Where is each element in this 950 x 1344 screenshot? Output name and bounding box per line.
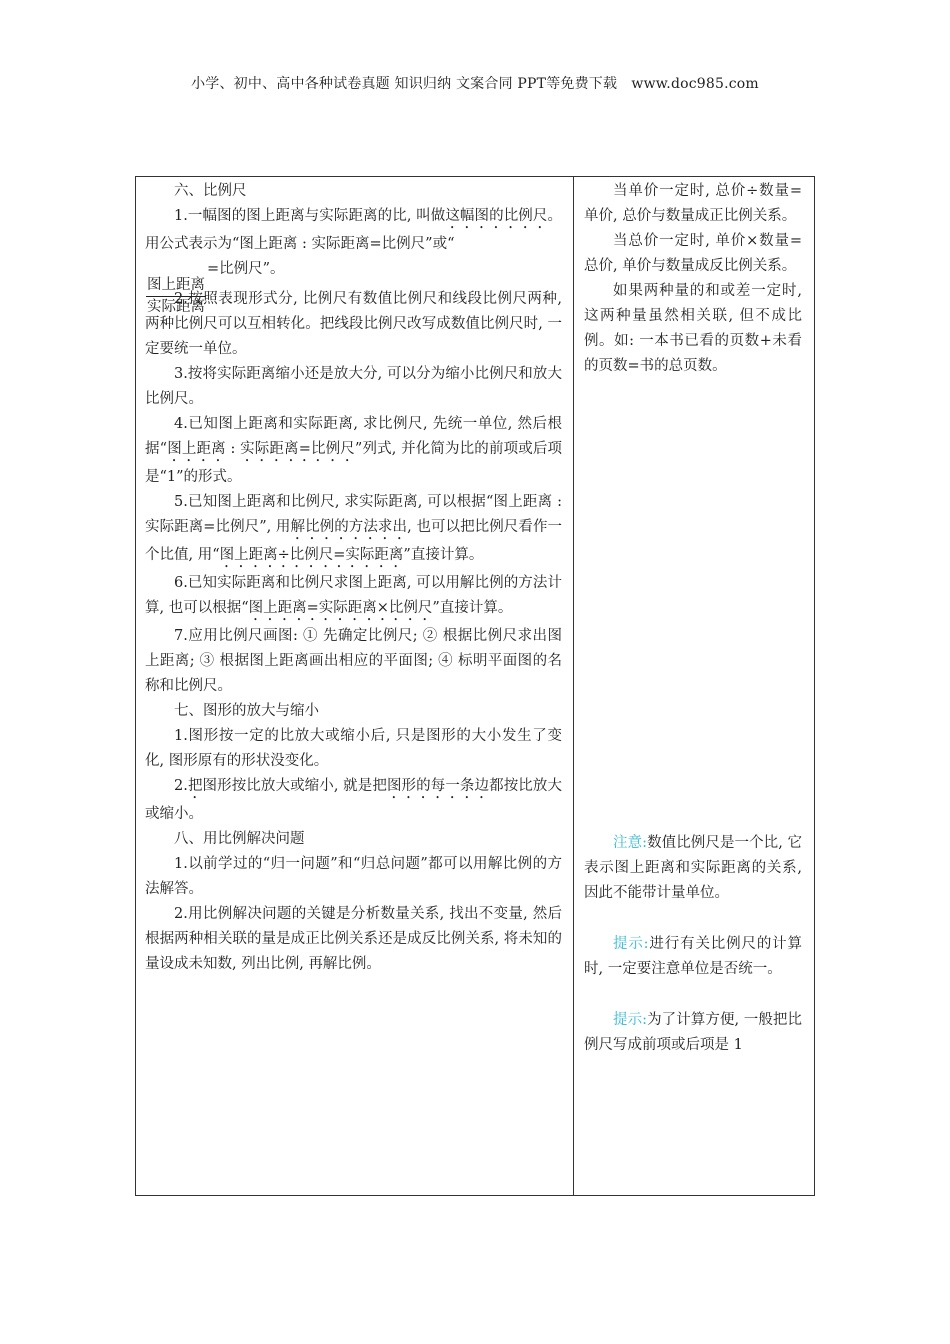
spacer [584,906,802,932]
p5-text-c: 直接计算。 [410,547,484,563]
section-8-title: 八、用比例解决问题 [174,831,305,847]
section-7-title: 七、图形的放大与缩小 [174,703,319,719]
p4-text-a: 4.已知图上距离和实际距离, 求比例尺, 先统一单位, 然后根据 [145,416,562,457]
p6-text-b: 直接计算。 [439,600,513,616]
p5-text-a: 5.已知图上距离和比例尺, 求实际距离, 可以根据“图上距离 : 实际距离=比例尺”, 用 [145,494,562,535]
section-6-title: 六、比例尺 [174,183,247,199]
p1-text-b: 。用公式表示为“图上距离 : 实际距离=比例尺”或“ [145,208,562,252]
paragraph-6 [145,571,562,624]
formula-line [145,257,562,315]
side-note-3: 如果两种量的和或差一定时, 这两种量虽然相关联, 但不成比例。如: 一本书已看的页数+未看的页数=书的总页数。 [584,283,802,374]
p1-emphasis: 这幅图的比例尺 [445,208,548,224]
fraction-numerator: 图上距离 [146,275,206,297]
side-note-2: 当总价一定时, 单价×数量=总价, 单价与数量成反比例关系。 [584,233,802,274]
spacer [584,982,802,1008]
tip-label-1: 提示: [613,936,649,952]
paragraph-8: 1.图形按一定的比放大或缩小后, 只是图形的大小发生了变化, 图形原有的形状没变化。 [145,728,562,769]
tip-text-2: 为了计算方便, 一般把比例尺写成前项或后项是 1 [584,1012,803,1053]
attention-note [584,831,802,906]
paragraph-3: 3.按将实际距离缩小还是放大分, 可以分为缩小比例尺和放大比例尺。 [145,366,562,407]
tip-label-2: 提示: [613,1012,648,1028]
paragraph-10: 1.以前学过的“归一问题”和“归总问题”都可以用解比例的方法解答。 [145,856,562,897]
paragraph-7: 7.应用比例尺画图: ① 先确定比例尺; ② 根据比例尺求出图上距离; ③ 根据图上距离画出相应的平面图; ④ 标明平面图的名称和比例尺。 [145,628,562,694]
p5-emphasis-2: “图上距离÷比例尺=实际距离” [212,547,411,563]
p9-emphasis-1: 把 [187,778,203,794]
main-column [136,177,574,1195]
page-header: 小学、初中、高中各种试卷真题 知识归纳 文案合同 PPT等免费下载 www.doc985.com [191,76,759,92]
p9-emphasis-2: 图形的每一条边 [386,778,490,794]
tip-note-1 [584,932,802,982]
p1-text-c: =比例尺”。 [207,261,285,277]
paragraph-11: 2.用比例解决问题的关键是分析数量关系, 找出不变量, 然后根据两种相关联的量是成正比例关系还是成反比例关系, 将未知的量设成未知数, 列出比例, 再解比例。 [145,906,562,972]
paragraph-4 [145,412,562,490]
tip-text-1: 进行有关比例尺的计算时, 一定要注意单位是否统一。 [584,936,803,977]
side-note-1: 当单价一定时, 总价÷数量=单价, 总价与数量成正比例关系。 [584,183,802,224]
p6-emphasis: “图上距离=实际距离×比例尺” [241,600,440,616]
paragraph-5 [145,490,562,571]
tip-note-2 [584,1008,802,1058]
p9-text-a: 2. [174,778,188,794]
side-notes-column [574,177,814,1195]
attention-label: 注意: [613,835,648,851]
p1-text-a: 1.一幅图的图上距离与实际距离的比, 叫做 [174,208,446,224]
p5-text-b: , 也可以把比例尺看作一个比值, 用 [145,519,563,563]
paragraph-9 [145,774,562,827]
p4-text-b: 列式, 并化简为比的前项或后项是“1”的形式。 [145,441,563,485]
content-table [135,176,815,1196]
paragraph-1 [145,204,562,257]
attention-text: 数值比例尺是一个比, 它表示图上距离和实际距离的关系, 因此不能带计量单位。 [584,835,803,901]
fraction-denominator: 实际距离 [147,299,205,315]
p4-emphasis: “图上距离 : 实际距离=比例尺” [159,441,363,457]
p6-text-a: 6.已知实际距离和比例尺求图上距离, 可以用解比例的方法计算, 也可以根据 [145,575,562,616]
spacer [584,379,802,831]
p9-text-b: 图形按比放大或缩小, 就是把 [202,778,387,794]
paragraph-2: 2.按照表现形式分, 比例尺有数值比例尺和线段比例尺两种, 两种比例尺可以互相转化。把线段比例尺改写成数值比例尺时, 一定要统一单位。 [145,291,562,357]
p9-text-c: 都按比放大或缩小。 [145,778,562,822]
p5-emphasis-1: 解比例的方法求出 [290,519,408,535]
